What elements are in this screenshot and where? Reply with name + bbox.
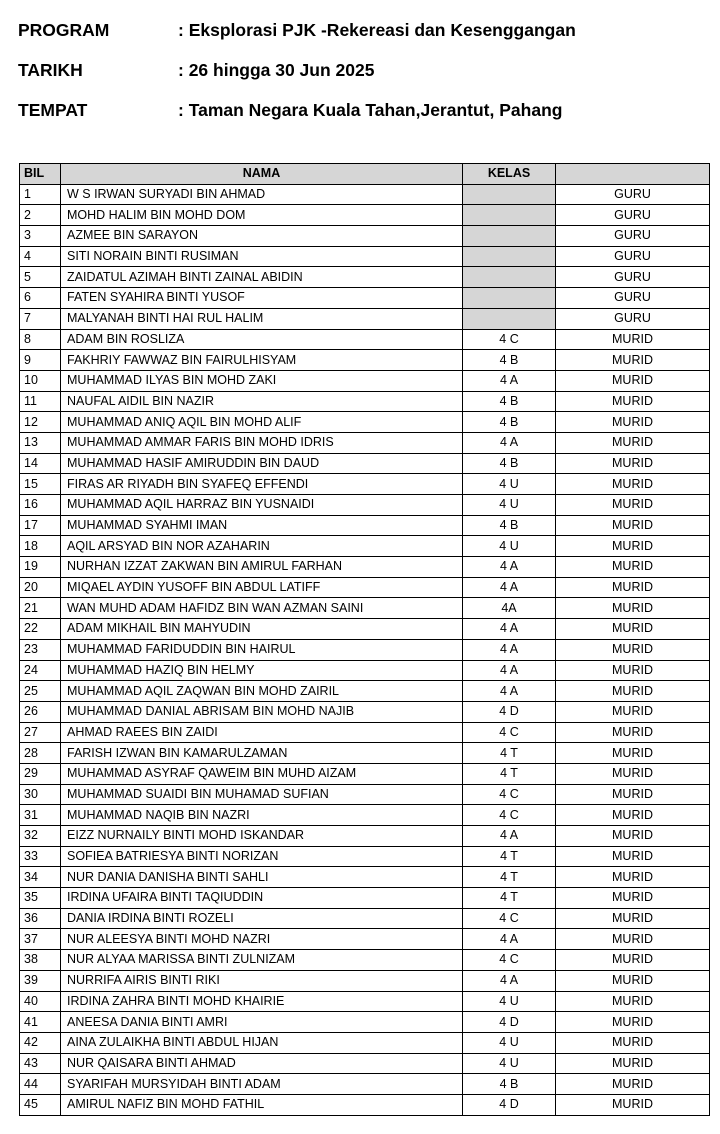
- row-bil: 14: [20, 453, 61, 474]
- row-nama: SITI NORAIN BINTI RUSIMAN: [61, 246, 463, 267]
- table-row: [20, 453, 710, 474]
- row-bil: 44: [20, 1074, 61, 1095]
- row-nama: AMIRUL NAFIZ BIN MOHD FATHIL: [61, 1094, 463, 1115]
- row-kelas: 4 A: [463, 929, 556, 950]
- row-category: GURU: [556, 267, 710, 288]
- tempat-value: : Taman Negara Kuala Tahan,Jerantut, Pahang: [178, 99, 563, 120]
- table-row: [20, 308, 710, 329]
- row-nama: MUHAMMAD SUAIDI BIN MUHAMAD SUFIAN: [61, 784, 463, 805]
- row-bil: 31: [20, 805, 61, 826]
- row-category: MURID: [556, 1094, 710, 1115]
- row-kelas: 4 U: [463, 474, 556, 495]
- row-kelas: 4 U: [463, 536, 556, 557]
- header-bil: BIL: [20, 164, 61, 185]
- row-category: MURID: [556, 908, 710, 929]
- table-row: [20, 288, 710, 309]
- row-bil: 15: [20, 474, 61, 495]
- row-kelas: 4 U: [463, 991, 556, 1012]
- row-kelas: [463, 226, 556, 247]
- row-kelas: 4 A: [463, 639, 556, 660]
- row-category: GURU: [556, 184, 710, 205]
- row-kelas: 4 A: [463, 681, 556, 702]
- table-row: [20, 495, 710, 516]
- row-kelas: [463, 246, 556, 267]
- row-bil: 6: [20, 288, 61, 309]
- row-bil: 7: [20, 308, 61, 329]
- row-kelas: 4 T: [463, 867, 556, 888]
- table-row: [20, 763, 710, 784]
- table-row: [20, 557, 710, 578]
- table-body: [20, 184, 710, 1115]
- row-nama: MUHAMMAD DANIAL ABRISAM BIN MOHD NAJIB: [61, 701, 463, 722]
- row-bil: 40: [20, 991, 61, 1012]
- table-row: [20, 184, 710, 205]
- row-nama: DANIA IRDINA BINTI ROZELI: [61, 908, 463, 929]
- row-kelas: 4 C: [463, 784, 556, 805]
- row-kelas: 4 C: [463, 329, 556, 350]
- table-row: [20, 205, 710, 226]
- header-nama: NAMA: [61, 164, 463, 185]
- row-bil: 33: [20, 846, 61, 867]
- row-category: GURU: [556, 308, 710, 329]
- row-kelas: 4 A: [463, 619, 556, 640]
- table-row: [20, 639, 710, 660]
- row-kelas: 4A: [463, 598, 556, 619]
- table-row: [20, 412, 710, 433]
- row-category: MURID: [556, 888, 710, 909]
- row-category: GURU: [556, 288, 710, 309]
- tempat-label: TEMPAT: [18, 99, 88, 120]
- program-label: PROGRAM: [18, 19, 110, 40]
- row-kelas: 4 D: [463, 1094, 556, 1115]
- row-kelas: [463, 288, 556, 309]
- table-row: [20, 1074, 710, 1095]
- row-category: MURID: [556, 619, 710, 640]
- row-kelas: 4 U: [463, 1032, 556, 1053]
- row-kelas: 4 A: [463, 432, 556, 453]
- row-category: MURID: [556, 453, 710, 474]
- row-category: GURU: [556, 205, 710, 226]
- row-kelas: 4 A: [463, 970, 556, 991]
- row-bil: 10: [20, 370, 61, 391]
- row-nama: MUHAMMAD HAZIQ BIN HELMY: [61, 660, 463, 681]
- row-bil: 28: [20, 743, 61, 764]
- row-bil: 22: [20, 619, 61, 640]
- table-row: [20, 246, 710, 267]
- table-row: [20, 226, 710, 247]
- row-nama: FAKHRIY FAWWAZ BIN FAIRULHISYAM: [61, 350, 463, 371]
- table-row: [20, 267, 710, 288]
- row-category: MURID: [556, 474, 710, 495]
- row-nama: AINA ZULAIKHA BINTI ABDUL HIJAN: [61, 1032, 463, 1053]
- row-nama: IRDINA ZAHRA BINTI MOHD KHAIRIE: [61, 991, 463, 1012]
- row-bil: 37: [20, 929, 61, 950]
- row-nama: IRDINA UFAIRA BINTI TAQIUDDIN: [61, 888, 463, 909]
- row-nama: NUR DANIA DANISHA BINTI SAHLI: [61, 867, 463, 888]
- row-nama: MUHAMMAD AQIL HARRAZ BIN YUSNAIDI: [61, 495, 463, 516]
- row-nama: AHMAD RAEES BIN ZAIDI: [61, 722, 463, 743]
- row-kelas: [463, 205, 556, 226]
- row-category: MURID: [556, 577, 710, 598]
- header-kelas: KELAS: [463, 164, 556, 185]
- row-kelas: 4 B: [463, 1074, 556, 1095]
- tempat-row: [18, 90, 708, 130]
- table-row: [20, 350, 710, 371]
- row-bil: 38: [20, 950, 61, 971]
- row-category: MURID: [556, 681, 710, 702]
- row-category: MURID: [556, 846, 710, 867]
- row-bil: 25: [20, 681, 61, 702]
- row-nama: MIQAEL AYDIN YUSOFF BIN ABDUL LATIFF: [61, 577, 463, 598]
- table-row: [20, 681, 710, 702]
- row-kelas: 4 T: [463, 763, 556, 784]
- row-category: MURID: [556, 867, 710, 888]
- row-kelas: 4 B: [463, 350, 556, 371]
- row-bil: 8: [20, 329, 61, 350]
- row-category: GURU: [556, 226, 710, 247]
- row-nama: MUHAMMAD HASIF AMIRUDDIN BIN DAUD: [61, 453, 463, 474]
- table-row: [20, 991, 710, 1012]
- row-category: MURID: [556, 743, 710, 764]
- row-category: MURID: [556, 639, 710, 660]
- row-kelas: 4 A: [463, 370, 556, 391]
- row-kelas: [463, 308, 556, 329]
- row-kelas: 4 C: [463, 908, 556, 929]
- row-kelas: [463, 184, 556, 205]
- row-bil: 3: [20, 226, 61, 247]
- row-kelas: 4 D: [463, 701, 556, 722]
- row-kelas: 4 T: [463, 743, 556, 764]
- row-nama: AZMEE BIN SARAYON: [61, 226, 463, 247]
- row-category: MURID: [556, 432, 710, 453]
- row-nama: EIZZ NURNAILY BINTI MOHD ISKANDAR: [61, 826, 463, 847]
- row-bil: 12: [20, 412, 61, 433]
- row-nama: ZAIDATUL AZIMAH BINTI ZAINAL ABIDIN: [61, 267, 463, 288]
- row-bil: 23: [20, 639, 61, 660]
- row-bil: 19: [20, 557, 61, 578]
- tarikh-value: : 26 hingga 30 Jun 2025: [178, 59, 375, 80]
- table-row: [20, 1032, 710, 1053]
- row-kelas: 4 A: [463, 557, 556, 578]
- row-bil: 43: [20, 1053, 61, 1074]
- table-row: [20, 888, 710, 909]
- row-nama: MUHAMMAD AMMAR FARIS BIN MOHD IDRIS: [61, 432, 463, 453]
- row-category: MURID: [556, 784, 710, 805]
- row-kelas: 4 C: [463, 722, 556, 743]
- table-row: [20, 598, 710, 619]
- row-nama: NUR QAISARA BINTI AHMAD: [61, 1053, 463, 1074]
- table-row: [20, 826, 710, 847]
- tarikh-row: [18, 50, 708, 90]
- row-kelas: 4 A: [463, 660, 556, 681]
- row-kelas: 4 B: [463, 391, 556, 412]
- table-row: [20, 929, 710, 950]
- row-bil: 5: [20, 267, 61, 288]
- row-category: MURID: [556, 515, 710, 536]
- program-value: : Eksplorasi PJK -Rekereasi dan Kesenggangan: [178, 19, 576, 40]
- table-row: [20, 391, 710, 412]
- table-row: [20, 329, 710, 350]
- table-row: [20, 1053, 710, 1074]
- row-bil: 32: [20, 826, 61, 847]
- row-category: MURID: [556, 1032, 710, 1053]
- row-kelas: 4 B: [463, 453, 556, 474]
- row-bil: 2: [20, 205, 61, 226]
- row-category: MURID: [556, 660, 710, 681]
- row-category: MURID: [556, 1053, 710, 1074]
- table-row: [20, 846, 710, 867]
- document-header: [18, 10, 708, 130]
- row-bil: 13: [20, 432, 61, 453]
- row-category: MURID: [556, 701, 710, 722]
- row-bil: 21: [20, 598, 61, 619]
- row-nama: MUHAMMAD SYAHMI IMAN: [61, 515, 463, 536]
- row-bil: 24: [20, 660, 61, 681]
- row-bil: 45: [20, 1094, 61, 1115]
- row-bil: 39: [20, 970, 61, 991]
- row-nama: NURRIFA AIRIS BINTI RIKI: [61, 970, 463, 991]
- row-nama: W S IRWAN SURYADI BIN AHMAD: [61, 184, 463, 205]
- table-row: [20, 908, 710, 929]
- row-kelas: 4 C: [463, 950, 556, 971]
- row-bil: 20: [20, 577, 61, 598]
- table-row: [20, 515, 710, 536]
- row-nama: NURHAN IZZAT ZAKWAN BIN AMIRUL FARHAN: [61, 557, 463, 578]
- row-bil: 36: [20, 908, 61, 929]
- row-category: MURID: [556, 970, 710, 991]
- row-nama: MUHAMMAD FARIDUDDIN BIN HAIRUL: [61, 639, 463, 660]
- row-category: MURID: [556, 536, 710, 557]
- row-category: GURU: [556, 246, 710, 267]
- row-bil: 1: [20, 184, 61, 205]
- row-bil: 26: [20, 701, 61, 722]
- row-kelas: 4 D: [463, 1012, 556, 1033]
- row-nama: ANEESA DANIA BINTI AMRI: [61, 1012, 463, 1033]
- row-nama: FIRAS AR RIYADH BIN SYAFEQ EFFENDI: [61, 474, 463, 495]
- row-bil: 34: [20, 867, 61, 888]
- table-row: [20, 867, 710, 888]
- row-bil: 4: [20, 246, 61, 267]
- row-category: MURID: [556, 950, 710, 971]
- program-row: [18, 10, 708, 50]
- row-bil: 35: [20, 888, 61, 909]
- table-row: [20, 1094, 710, 1115]
- row-category: MURID: [556, 412, 710, 433]
- row-kelas: 4 B: [463, 412, 556, 433]
- table-row: [20, 474, 710, 495]
- table-row: [20, 950, 710, 971]
- table-row: [20, 536, 710, 557]
- row-nama: SOFIEA BATRIESYA BINTI NORIZAN: [61, 846, 463, 867]
- row-kelas: 4 A: [463, 577, 556, 598]
- table-row: [20, 701, 710, 722]
- tarikh-label: TARIKH: [18, 59, 83, 80]
- row-nama: MALYANAH BINTI HAI RUL HALIM: [61, 308, 463, 329]
- row-category: MURID: [556, 350, 710, 371]
- row-nama: ADAM MIKHAIL BIN MAHYUDIN: [61, 619, 463, 640]
- table-header-row: [20, 164, 710, 185]
- header-category: [556, 164, 710, 185]
- row-nama: MUHAMMAD AQIL ZAQWAN BIN MOHD ZAIRIL: [61, 681, 463, 702]
- row-kelas: 4 U: [463, 1053, 556, 1074]
- row-category: MURID: [556, 991, 710, 1012]
- row-bil: 16: [20, 495, 61, 516]
- row-nama: FARISH IZWAN BIN KAMARULZAMAN: [61, 743, 463, 764]
- row-bil: 30: [20, 784, 61, 805]
- row-category: MURID: [556, 722, 710, 743]
- row-category: MURID: [556, 805, 710, 826]
- row-nama: NUR ALEESYA BINTI MOHD NAZRI: [61, 929, 463, 950]
- participant-table: [19, 163, 710, 1116]
- row-category: MURID: [556, 929, 710, 950]
- table-row: [20, 370, 710, 391]
- table-row: [20, 432, 710, 453]
- row-kelas: 4 T: [463, 846, 556, 867]
- row-category: MURID: [556, 598, 710, 619]
- row-nama: WAN MUHD ADAM HAFIDZ BIN WAN AZMAN SAINI: [61, 598, 463, 619]
- row-nama: FATEN SYAHIRA BINTI YUSOF: [61, 288, 463, 309]
- row-nama: AQIL ARSYAD BIN NOR AZAHARIN: [61, 536, 463, 557]
- row-bil: 41: [20, 1012, 61, 1033]
- row-kelas: 4 A: [463, 826, 556, 847]
- row-kelas: 4 T: [463, 888, 556, 909]
- row-bil: 29: [20, 763, 61, 784]
- row-category: MURID: [556, 1012, 710, 1033]
- row-bil: 27: [20, 722, 61, 743]
- row-category: MURID: [556, 763, 710, 784]
- row-category: MURID: [556, 329, 710, 350]
- table-row: [20, 784, 710, 805]
- table-row: [20, 970, 710, 991]
- row-kelas: 4 U: [463, 495, 556, 516]
- row-category: MURID: [556, 391, 710, 412]
- row-nama: NAUFAL AIDIL BIN NAZIR: [61, 391, 463, 412]
- row-category: MURID: [556, 1074, 710, 1095]
- row-nama: MOHD HALIM BIN MOHD DOM: [61, 205, 463, 226]
- table-row: [20, 743, 710, 764]
- row-category: MURID: [556, 495, 710, 516]
- row-nama: SYARIFAH MURSYIDAH BINTI ADAM: [61, 1074, 463, 1095]
- row-category: MURID: [556, 370, 710, 391]
- row-bil: 42: [20, 1032, 61, 1053]
- table-row: [20, 619, 710, 640]
- row-bil: 9: [20, 350, 61, 371]
- row-nama: NUR ALYAA MARISSA BINTI ZULNIZAM: [61, 950, 463, 971]
- row-category: MURID: [556, 826, 710, 847]
- table-row: [20, 1012, 710, 1033]
- table-row: [20, 660, 710, 681]
- row-bil: 11: [20, 391, 61, 412]
- row-nama: MUHAMMAD ILYAS BIN MOHD ZAKI: [61, 370, 463, 391]
- row-nama: ADAM BIN ROSLIZA: [61, 329, 463, 350]
- table-row: [20, 577, 710, 598]
- row-nama: MUHAMMAD NAQIB BIN NAZRI: [61, 805, 463, 826]
- row-kelas: 4 C: [463, 805, 556, 826]
- row-kelas: [463, 267, 556, 288]
- row-kelas: 4 B: [463, 515, 556, 536]
- row-category: MURID: [556, 557, 710, 578]
- row-nama: MUHAMMAD ASYRAF QAWEIM BIN MUHD AIZAM: [61, 763, 463, 784]
- table-row: [20, 805, 710, 826]
- row-nama: MUHAMMAD ANIQ AQIL BIN MOHD ALIF: [61, 412, 463, 433]
- table-row: [20, 722, 710, 743]
- row-bil: 17: [20, 515, 61, 536]
- row-bil: 18: [20, 536, 61, 557]
